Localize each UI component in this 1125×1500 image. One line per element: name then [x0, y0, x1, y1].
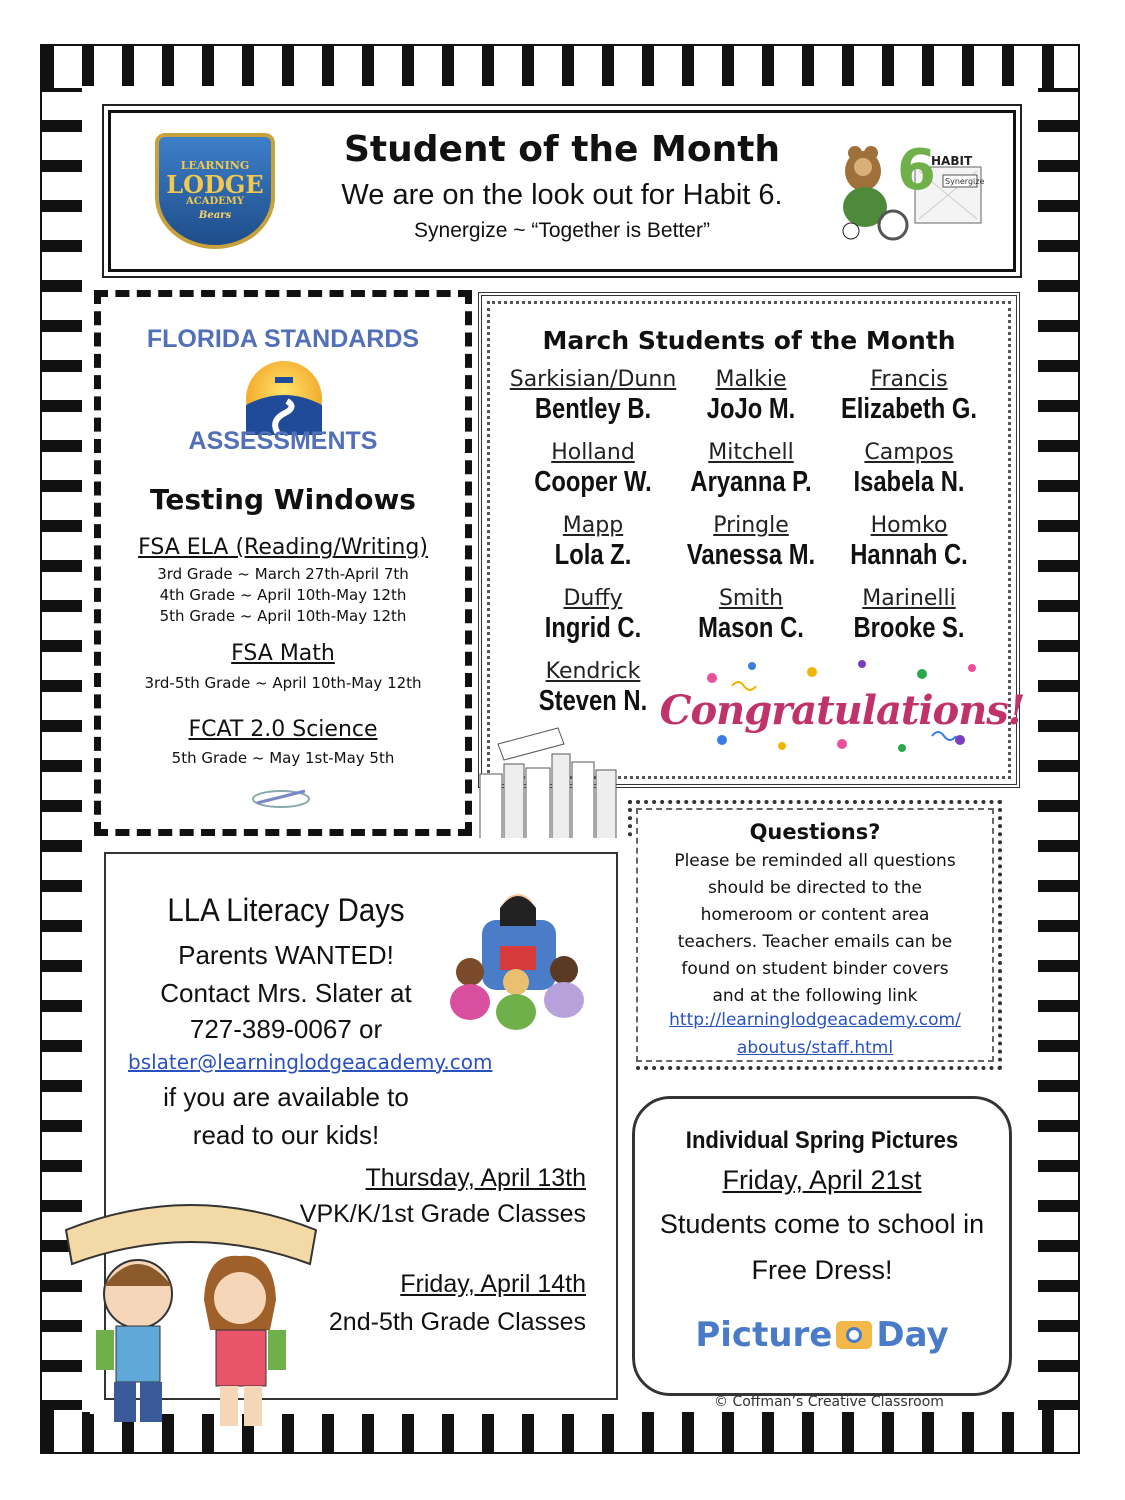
pictures-line: Students come to school in — [659, 1209, 985, 1239]
questions-line: homeroom or content area — [700, 905, 930, 925]
fsa-ela-line: 3rd Grade ~ March 27th-April 7th — [157, 565, 409, 583]
student-name: Aryanna P. — [690, 466, 812, 498]
camera-icon — [836, 1321, 872, 1349]
student-entry — [666, 587, 836, 645]
fsa-ela-line: 4th Grade ~ April 10th-May 12th — [159, 586, 407, 604]
literacy-line: if you are available to — [163, 1082, 409, 1112]
teacher-name: Homko — [870, 513, 948, 538]
teacher-name: Malkie — [715, 367, 787, 392]
habit-sign: Synergize — [945, 177, 985, 186]
student-name: Lola Z. — [554, 539, 632, 571]
literacy-class-2: 2nd-5th Grade Classes — [328, 1308, 586, 1336]
student-entry — [508, 587, 678, 645]
pictures-date: Friday, April 21st — [722, 1165, 922, 1195]
student-name: Ingrid C. — [544, 612, 642, 644]
fsa-math-title: FSA Math — [231, 641, 335, 666]
student-entry — [824, 441, 994, 499]
students-of-month-box — [478, 292, 1025, 788]
fcat-science-line: 5th Grade ~ May 1st-May 5th — [171, 749, 395, 767]
fsa-logo-top-text: FLORIDA STANDARDS — [146, 325, 420, 353]
fsa-math-line: 3rd-5th Grade ~ April 10th-May 12th — [144, 674, 422, 692]
teacher-name: Pringle — [713, 513, 789, 538]
questions-line: found on student binder covers — [681, 959, 949, 979]
fsa-ela-title: FSA ELA (Reading/Writing) — [138, 535, 428, 560]
literacy-class-1: VPK/K/1st Grade Classes — [299, 1200, 586, 1228]
student-name: Brooke S. — [853, 612, 965, 644]
student-entry — [666, 368, 836, 426]
student-name: Mason C. — [698, 612, 804, 644]
questions-line: Please be reminded all questions — [674, 851, 956, 871]
teacher-name: Holland — [551, 440, 635, 465]
students-title: March Students of the Month — [542, 326, 956, 355]
questions-title: Questions? — [749, 820, 881, 844]
badge-text-1: LEARNING — [180, 159, 250, 173]
header-tagline: Synergize ~ “Together is Better” — [414, 219, 710, 242]
fsa-ela-line: 5th Grade ~ April 10th-May 12th — [159, 607, 407, 625]
small-logo-icon — [247, 783, 315, 811]
literacy-line: Parents WANTED! — [178, 940, 394, 970]
teacher-name: Kendrick — [545, 659, 641, 684]
fcat-science-title: FCAT 2.0 Science — [188, 717, 378, 742]
student-name: Isabela N. — [853, 466, 965, 498]
staff-link-part1[interactable]: http://learninglodgeacademy.com/ — [669, 1010, 961, 1030]
badge-text-2: LODGE — [166, 169, 264, 199]
page-title: Student of the Month — [343, 129, 781, 170]
kids-with-sign-illustration — [56, 1190, 326, 1440]
fsa-sun-road-icon — [219, 355, 349, 435]
picture-day-word-1: Picture — [695, 1315, 833, 1355]
teacher-name: Campos — [864, 440, 954, 465]
student-name: Bentley B. — [534, 393, 652, 425]
pictures-title: Individual Spring Pictures — [685, 1127, 959, 1154]
student-name: JoJo M. — [706, 393, 796, 425]
literacy-line: Contact Mrs. Slater at — [160, 978, 412, 1008]
badge-text-3: ACADEMY — [186, 195, 244, 207]
teacher-name: Mitchell — [708, 440, 794, 465]
student-entry — [666, 514, 836, 572]
books-illustration — [478, 724, 648, 844]
slater-email-link[interactable]: bslater@learninglodgeacademy.com — [128, 1050, 493, 1074]
teacher-name: Francis — [870, 367, 948, 392]
copyright-text: © Coffman’s Creative Classroom — [714, 1394, 944, 1410]
student-name: Hannah C. — [850, 539, 968, 571]
literacy-date-1: Thursday, April 13th — [365, 1164, 586, 1192]
student-entry — [508, 441, 678, 499]
teacher-name: Marinelli — [862, 586, 956, 611]
reading-kids-illustration — [436, 886, 596, 1036]
student-entry — [508, 514, 678, 572]
questions-body — [662, 848, 968, 1010]
questions-box — [628, 800, 1002, 1070]
student-entry — [508, 660, 678, 718]
header-subtitle: We are on the look out for Habit 6. — [341, 179, 783, 211]
teacher-name: Smith — [718, 586, 784, 611]
habit-word: HABIT — [931, 154, 973, 168]
fsa-testing-box — [94, 290, 472, 836]
staff-link-part2[interactable]: aboutus/staff.html — [736, 1038, 894, 1058]
literacy-phone: 727-389-0067 or — [189, 1014, 383, 1044]
picture-day-word-2: Day — [876, 1315, 949, 1355]
habit-6-illustration — [835, 131, 987, 243]
badge-text-4: Bears — [198, 210, 232, 222]
teacher-name: Mapp — [562, 513, 624, 538]
svg-text:6: 6 — [897, 138, 936, 203]
congratulations-text: Congratulations! — [659, 686, 1025, 734]
testing-windows-title: Testing Windows — [150, 483, 416, 516]
literacy-title: LLA Literacy Days — [167, 892, 405, 928]
student-entry — [508, 368, 678, 426]
literacy-date-2: Friday, April 14th — [400, 1270, 586, 1298]
student-name: Elizabeth G. — [840, 393, 978, 425]
student-entry — [824, 514, 994, 572]
teacher-name: Duffy — [563, 586, 623, 611]
questions-line: teachers. Teacher emails can be — [677, 932, 953, 952]
student-entry — [824, 368, 994, 426]
header-box — [108, 110, 1016, 272]
student-name: Cooper W. — [534, 466, 652, 498]
student-entry — [824, 587, 994, 645]
questions-line: and at the following link — [712, 986, 918, 1006]
student-entry — [666, 441, 836, 499]
student-name: Vanessa M. — [686, 539, 816, 571]
spring-pictures-box — [632, 1096, 1012, 1396]
picture-day-logo — [675, 1311, 969, 1359]
pictures-line: Free Dress! — [751, 1255, 893, 1285]
student-name: Steven N. — [538, 685, 648, 717]
literacy-line: read to our kids! — [192, 1120, 380, 1150]
questions-line: should be directed to the — [707, 878, 922, 898]
fsa-logo-bottom-text: ASSESSMENTS — [188, 427, 378, 455]
teacher-name: Sarkisian/Dunn — [509, 367, 677, 392]
